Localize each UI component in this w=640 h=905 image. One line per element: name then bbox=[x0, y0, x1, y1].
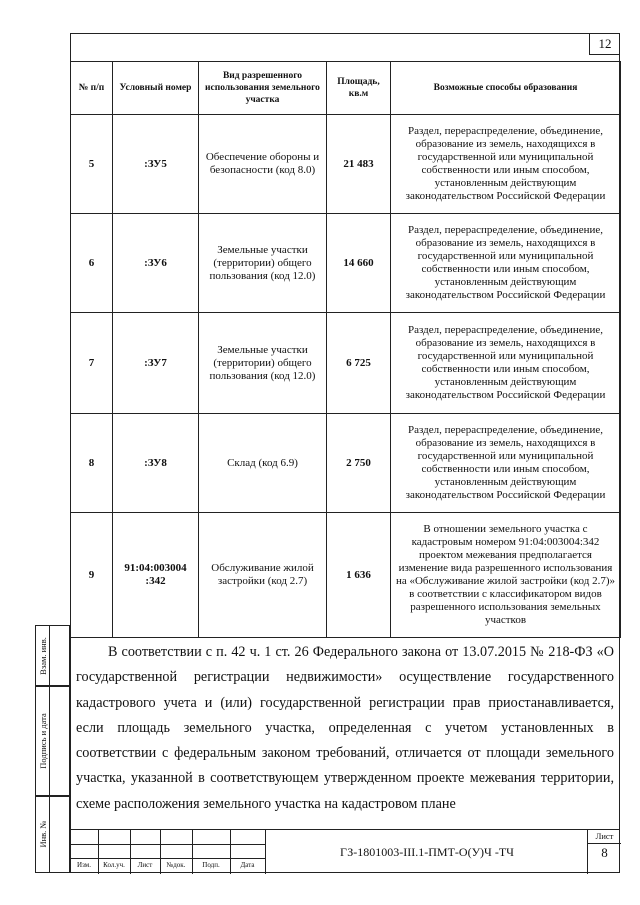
paragraph-text: В соответствии с п. 42 ч. 1 ст. 26 Федерального закона от 13.07.2015 № 218-ФЗ «О государственной регистрации недвижимости» осуществление государственного кадастрового учета и (или) государственной регистрации прав приостанавливается, если площадь земельного участка, определенная с учетом установленных в соответствии с федеральным законом требований, отличается от площади земельного участка, указанной в соответствующем утвержденном проекте межевания территории, схеме расположения земельного участка на кадастровом плане bbox=[76, 644, 614, 812]
sheet-number: 8 bbox=[601, 845, 608, 860]
table-row bbox=[71, 513, 621, 638]
cell-num: 9 bbox=[71, 513, 113, 638]
title-block bbox=[70, 829, 620, 874]
cell-area: 2 750 bbox=[327, 414, 391, 513]
table-row bbox=[71, 214, 621, 313]
header-use: Вид разрешенного использования земельного участка bbox=[199, 62, 327, 115]
cell-ways: Раздел, перераспределение, объединение, образование из земель, находящихся в государственной или муниципальной собственности или иным способом, установленным действующим законодательством Российской Федерации bbox=[391, 115, 621, 214]
tb-label-list: Лист bbox=[137, 861, 153, 869]
table-row bbox=[71, 115, 621, 214]
cell-area: 1 636 bbox=[327, 513, 391, 638]
tb-label-izm: Изм. bbox=[77, 861, 91, 869]
title-block-grid bbox=[70, 830, 265, 874]
header-area: Площадь, кв.м bbox=[327, 62, 391, 115]
cell-ways: Раздел, перераспределение, объединение, образование из земель, находящихся в государственной или муниципальной собственности или иным способом, установленным действующим законодательством Российской Федерации bbox=[391, 313, 621, 414]
side-cell-podpis bbox=[35, 685, 70, 797]
tb-label-data: Дата bbox=[240, 861, 255, 869]
cell-code: :ЗУ6 bbox=[113, 214, 199, 313]
page-number-top: 12 bbox=[589, 33, 620, 55]
cell-ways: Раздел, перераспределение, объединение, образование из земель, находящихся в государственной или муниципальной собственности или иным способом, установленным действующим законодательством Российской Федерации bbox=[391, 214, 621, 313]
cell-code: 91:04:003004 :342 bbox=[113, 513, 199, 638]
cell-area: 21 483 bbox=[327, 115, 391, 214]
cell-num: 8 bbox=[71, 414, 113, 513]
cell-use: Обслуживание жилой застройки (код 2.7) bbox=[199, 513, 327, 638]
cell-num: 5 bbox=[71, 115, 113, 214]
cell-use: Обеспечение обороны и безопасности (код 8.0) bbox=[199, 115, 327, 214]
side-label-vzam: Взам. инв. bbox=[37, 637, 48, 675]
table-row bbox=[71, 313, 621, 414]
side-label-podpis: Подпись и дата bbox=[37, 713, 48, 769]
header-ways: Возможные способы образования bbox=[391, 62, 621, 115]
document-number: ГЗ-1801003-III.1-ПМТ-О(У)Ч -ТЧ bbox=[265, 830, 588, 874]
header-num: № п/п bbox=[71, 62, 113, 115]
cell-use: Земельные участки (территории) общего пользования (код 12.0) bbox=[199, 214, 327, 313]
table-header-row bbox=[71, 62, 621, 115]
cell-ways: В отношении земельного участка с кадастровым номером 91:04:003004:342 проектом межевания предполагается изменение вида разрешенного использования на «Обслуживание жилой застройки (код 2.7)» в соответствии с классификатором видов разрешенного использования земельных участков bbox=[391, 513, 621, 638]
cell-code: :ЗУ5 bbox=[113, 115, 199, 214]
tb-label-kolvo: Кол.уч. bbox=[103, 861, 125, 869]
cell-num: 6 bbox=[71, 214, 113, 313]
tb-label-ndok: №док. bbox=[166, 861, 186, 869]
cell-num: 7 bbox=[71, 313, 113, 414]
cell-ways: Раздел, перераспределение, объединение, образование из земель, находящихся в государственной или муниципальной собственности или иным способом, установленным действующим законодательством Российской Федерации bbox=[391, 414, 621, 513]
cell-area: 14 660 bbox=[327, 214, 391, 313]
sheet-label: Лист bbox=[588, 830, 621, 844]
cell-area: 6 725 bbox=[327, 313, 391, 414]
cell-code: :ЗУ8 bbox=[113, 414, 199, 513]
cell-use: Земельные участки (территории) общего пользования (код 12.0) bbox=[199, 313, 327, 414]
land-plots-table bbox=[70, 61, 621, 638]
body-paragraph bbox=[76, 640, 614, 817]
side-cell-inv bbox=[35, 795, 70, 873]
table-row bbox=[71, 414, 621, 513]
side-stamp bbox=[35, 625, 70, 873]
side-label-inv: Инв. № bbox=[37, 820, 48, 848]
header-code: Условный номер bbox=[113, 62, 199, 115]
side-cell-vzam bbox=[35, 625, 70, 687]
tb-label-podp: Подп. bbox=[202, 861, 220, 869]
sheet-box bbox=[587, 830, 621, 874]
cell-use: Склад (код 6.9) bbox=[199, 414, 327, 513]
cell-code: :ЗУ7 bbox=[113, 313, 199, 414]
